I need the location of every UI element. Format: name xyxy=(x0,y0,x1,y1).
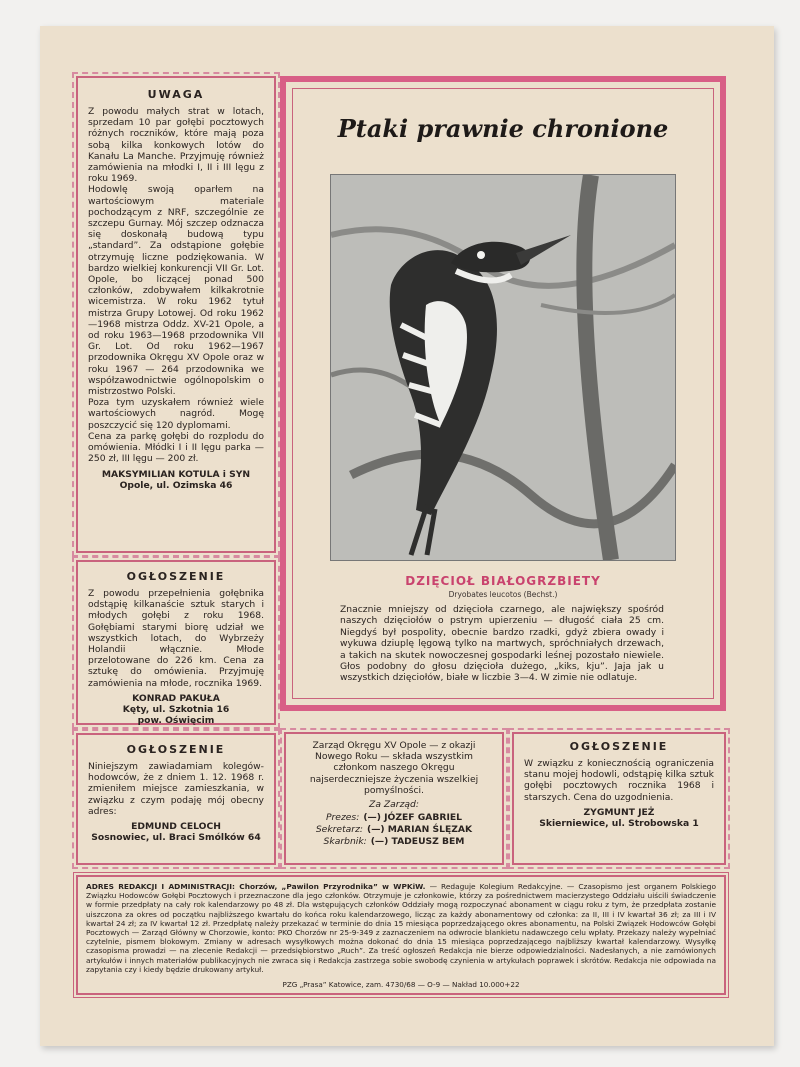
ogloszenie-address: Sosnowiec, ul. Braci Smólków 64 xyxy=(91,832,261,844)
editorial-address: ADRES REDAKCJI I ADMINISTRACJI: Chorzów, „Pawilon Przyrodnika” w WPKiW. xyxy=(86,882,426,891)
officer-role: Skarbnik: xyxy=(323,836,367,848)
ogloszenie-body: W związku z koniecznością ograniczenia stanu mojej hodowli, odstąpię kilka sztuk gołębi pocztowych rocznika 1968 i starszych. Cena do uzgodnienia. xyxy=(524,758,714,803)
board-sign-label: Za Zarząd: xyxy=(369,799,419,811)
bird-latin-name: Dryobates leucotos (Bechst.) xyxy=(448,590,558,599)
officer-row xyxy=(296,824,492,836)
officer-row xyxy=(296,836,492,848)
officer-row xyxy=(296,812,492,824)
greetings-body: Zarząd Okręgu XV Opole — z okazji Nowego Roku — składa wszystkim członkom naszego Okręgu najserdeczniejsze życzenia wszelkiej pomyślności. xyxy=(309,740,479,796)
officer-name: (—) JÓZEF GABRIEL xyxy=(363,812,463,824)
woodpecker-illustration xyxy=(330,174,676,561)
ogloszenie-body: Niniejszym zawiadamiam kolegów-hodowców, że z dniem 1. 12. 1968 r. zmieniłem miejsce zamieszkania, w związku z czym podaję mój obecny adres: xyxy=(88,761,264,817)
ogloszenie-address: Kęty, ul. Szkotnia 16 pow. Oświęcim xyxy=(122,703,230,726)
ogloszenie-signature: EDMUND CELOCH xyxy=(131,821,221,833)
ogloszenie-title: OGŁOSZENIE xyxy=(126,743,226,756)
ogloszenie-title: OGŁOSZENIE xyxy=(126,570,226,583)
ogloszenie-signature: KONRAD PAKUŁA xyxy=(132,692,220,704)
officer-name: (—) TADEUSZ BEM xyxy=(370,836,465,848)
editorial-body: — Redaguje Kolegium Redakcyjne. — Czasopismo jest organem Polskiego Związku Hodowców Gołębi Pocztowych i przeznaczone dla jego członków. Otrzymuje je członkowie, którzy za pośrednictwem macierzystego Oddziału uiścili świadczenie w formie przedpłaty na cały rok kalendarzowy po 48 zł. Dla wstępujących członków Oddziały mogą rozpoczynać abonament w ciągu roku z tym, że przedpłata zostanie uiszczona za okres od początku najbliższego kwartału do końca roku kalendarzowego, licząc za każdy abonamentowy od członka: za II, III i IV kwartał 36 zł; za III i IV kwartał 24 zł; za IV kwartał 12 zł. Przedpłatę należy przekazać w terminie do dnia 15 miesiąca poprzedzającego okres abonamentu, na Polski Związek Hodowców Gołębi Pocztowych — Zarząd Główny w Chorzowie, konto: PKO Chorzów nr 25-9-349 z zaznaczeniem na odwrocie blankietu nadawczego celu wpłaty. Przekazy należy wypełniać czytelnie, pismem blokowym. Zmiany w adresach wysyłkowych można dokonać do dnia 15 miesiąca poprzedzającego najbliższy kwartał kalendarzowy. Wysyłkę czasopisma prowadzi — na zlecenie Redakcji — przedsiębiorstwo „Ruch”. Za treść ogłoszeń Redakcja nie bierze odpowiedzialności. Nadesłanych, a nie zamówionych artykułów i innych materiałów publikacyjnych nie zwraca się i Redakcja zastrzega sobie swobodę czynienia w artykułach poprawek i skrótów. Redakcja nie odpowiada na zapytania czy i kiedy będzie drukowany artykuł. xyxy=(86,882,716,974)
feature-title: Ptaki prawnie chronione xyxy=(337,114,669,143)
officer-role: Sekretarz: xyxy=(315,824,363,836)
ogloszenie-title: OGŁOSZENIE xyxy=(569,740,669,753)
uwaga-body: Z powodu małych strat w lotach, sprzedam 10 par gołębi pocztowych różnych roczników, które mają poza sobą kilka konkowych lotów do Kanału La Manche. Przyjmuję również zamówienia na młodki I, II i III lęgu z roku 1969. Hodowlę swoją oparłem na wartościowym materiale pochodzącym z NRF, szczególnie ze szczepu Gurnay. Mój szczep odznacza się doskonałą budową typu „standard”. Za odstąpione gołębie otrzymuję liczne podziękowania. W bardzo wielkiej konkurencji VII Gr. Lot. Opole, bo liczącej ponad 500 członków, zdobywałem kilkakrotnie wicemistrza. W roku 1962 tytuł mistrza Grupy Lotowej. Od roku 1962—1968 mistrza Oddz. XV-21 Opole, a od roku 1963—1968 przodownika VII Gr. Lot. Od roku 1962—1967 przodownika Okręgu XV Opole oraz w roku 1967 — 264 przodownika we współzawodnictwie ogólnopolskim o mistrzostwo Polski. Poza tym uzyskałem również wiele wartościowych nagród. Mogę poszczycić się 120 dyplomami. Cena za parkę gołębi do rozplodu do omówienia. Młódki I i II lęgu parka — 250 zł, III lęgu — 200 zł. xyxy=(88,106,264,465)
ogloszenie-pakula xyxy=(76,560,276,725)
protected-birds-feature xyxy=(280,76,726,711)
officer-role: Prezes: xyxy=(325,812,360,824)
ogloszenie-address: Skierniewice, ul. Strobowska 1 xyxy=(539,817,699,829)
magazine-page xyxy=(40,26,774,1046)
print-info: PZG „Prasa” Katowice, zam. 4730/68 — O-9 — Nakład 10.000+22 xyxy=(282,980,520,989)
uwaga-notice xyxy=(76,76,276,553)
editorial-info xyxy=(76,875,726,995)
ogloszenie-body: Z powodu przepełnienia gołębnika odstąpię kilkanaście sztuk starych i młodych gołębi z roku 1968. Gołębiami starymi biorę udział we wszystkich lotach, do Wybrzeży Holandii włącznie. Młode przelotowane do 226 km. Cena za sztukę do omówienia. Przyjmuję zamówienia na młode, rocznika 1969. xyxy=(88,588,264,689)
uwaga-address: Opole, ul. Ozimska 46 xyxy=(119,479,233,491)
ogloszenie-jez xyxy=(512,732,726,865)
ogloszenie-celoch xyxy=(76,733,276,865)
uwaga-title: UWAGA xyxy=(147,88,205,101)
officer-name: (—) MARIAN ŚLĘZAK xyxy=(367,824,473,836)
bird-description: Znacznie mniejszy od dzięcioła czarnego, ale największy spośród naszych dzięciołów o pstrym upierzeniu — długość ciała 25 cm. Niegdyś był pospolity, obecnie bardzo rzadki, gdyż zbiera owady i wykuwa dziuplę lęgową tylko na martwych, spróchniałych drzewach, a takich na skutek nowoczesnej gospodarki leśnej pozostało niewiele. Głos podobny do głosu dzięcioła dużego, „kiks, kju”. Jaja jak u wszystkich dzięciołów, białe w liczbie 3—4. W zimie nie odlatuje. xyxy=(340,604,664,684)
district-board-greetings xyxy=(284,732,504,865)
bird-name: DZIĘCIOŁ BIAŁOGRZBIETY xyxy=(405,574,601,588)
ogloszenie-signature: ZYGMUNT JEŻ xyxy=(583,806,655,818)
editorial-text xyxy=(86,882,716,974)
uwaga-signature: MAKSYMILIAN KOTULA i SYN xyxy=(101,468,251,480)
